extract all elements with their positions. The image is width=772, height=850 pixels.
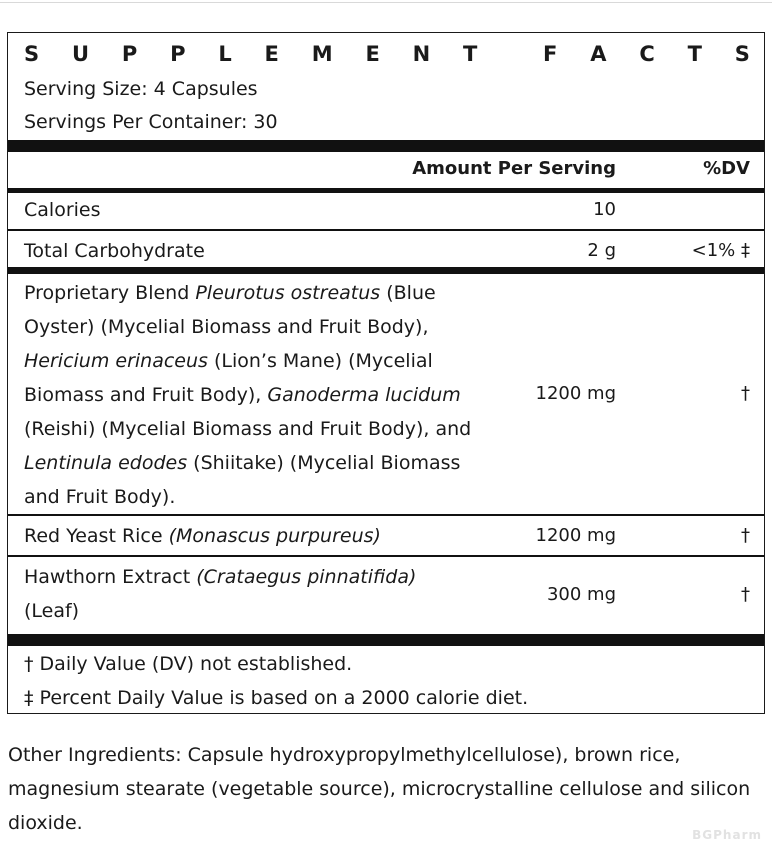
title-letter: F xyxy=(543,42,558,66)
title-letter: C xyxy=(639,42,655,66)
title-letter: S xyxy=(734,42,750,66)
title-letter: M xyxy=(311,42,333,66)
servings-per-container: Servings Per Container: 30 xyxy=(24,111,278,133)
hawthorn-amount: 300 mg xyxy=(546,584,616,605)
title-letter: E xyxy=(264,42,279,66)
calories-amount: 10 xyxy=(593,199,616,220)
carb-label: Total Carbohydrate xyxy=(24,240,205,262)
proprietary-blend-row xyxy=(8,276,764,512)
title-letter: P xyxy=(170,42,186,66)
thick-divider xyxy=(8,634,764,646)
footnote-dagger: † Daily Value (DV) not established. xyxy=(24,653,353,675)
footnote-double-dagger: ‡ Percent Daily Value is based on a 2000 calorie diet. xyxy=(24,687,529,709)
carb-amount: 2 g xyxy=(587,240,616,261)
blend-amount: 1200 mg xyxy=(535,383,616,404)
top-divider xyxy=(0,2,772,3)
thick-divider xyxy=(8,140,764,152)
title-letter: T xyxy=(463,42,478,66)
title-letter: E xyxy=(365,42,380,66)
proprietary-blend-text: Proprietary Blend Pleurotus ostreatus (Blue Oyster) (Mycelial Biomass and Fruit Body), Hericium erinaceus (Lion’s Mane) (Mycelial Biomass and Fruit Body), Ganoderma lucidum (Reishi) (Mycelial Biomass and Fruit Body), and Lentinula edodes (Shiitake) (Mycelial Biomass and Fruit Body). xyxy=(24,282,472,508)
dv-header: %DV xyxy=(703,158,750,179)
row-divider xyxy=(8,229,764,231)
red-yeast-rice-label: Red Yeast Rice (Monascus purpureus) xyxy=(24,525,381,547)
hawthorn-dv: † xyxy=(741,584,750,605)
rice-dv: † xyxy=(741,525,750,546)
watermark: BGPharm xyxy=(692,828,762,842)
title-letter: A xyxy=(590,42,607,66)
supplement-facts-panel xyxy=(7,32,765,714)
hawthorn-part: (Leaf) xyxy=(24,600,80,622)
hawthorn-label: Hawthorn Extract (Crataegus pinnatifida) xyxy=(24,566,417,588)
title-letter: P xyxy=(121,42,138,66)
title-letter: T xyxy=(687,42,702,66)
panel-title xyxy=(8,37,764,71)
rice-amount: 1200 mg xyxy=(535,525,616,546)
serving-size: Serving Size: 4 Capsules xyxy=(24,78,258,100)
title-letter: L xyxy=(218,42,232,66)
row-divider xyxy=(8,555,764,557)
amount-header: Amount Per Serving xyxy=(412,158,616,179)
medium-divider xyxy=(8,267,764,274)
medium-divider xyxy=(8,188,764,193)
calories-label: Calories xyxy=(24,199,101,221)
blend-dv: † xyxy=(741,383,750,404)
title-letter: S xyxy=(24,42,40,66)
row-divider xyxy=(8,514,764,516)
carb-dv: <1% ‡ xyxy=(691,240,750,261)
title-letter: U xyxy=(71,42,90,66)
title-letter: N xyxy=(412,42,431,66)
other-ingredients: Other Ingredients: Capsule hydroxypropylmethylcellulose), brown rice, magnesium stearate (vegetable source), microcrystalline cellulose and silicon dioxide. xyxy=(8,744,751,834)
